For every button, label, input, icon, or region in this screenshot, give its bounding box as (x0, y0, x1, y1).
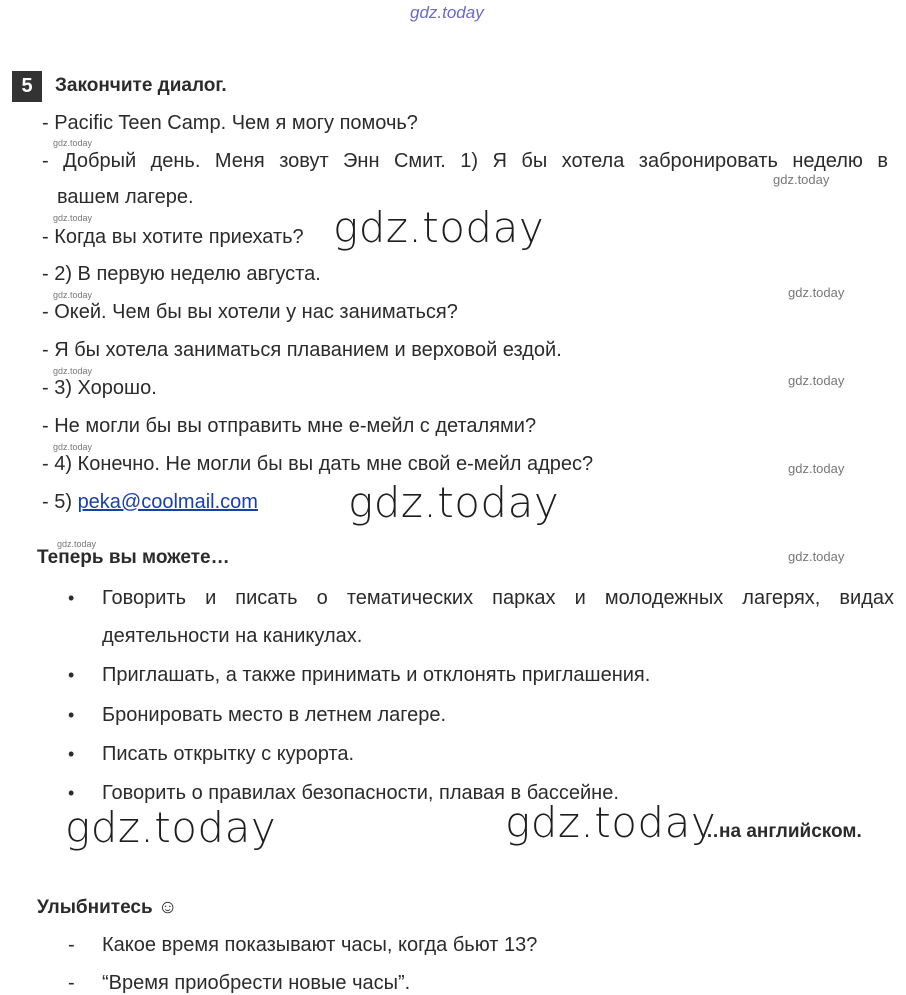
dialog-line-9: - 4) Конечно. Не могли бы вы дать мне свой е-мейл адрес? (42, 453, 594, 475)
watermark-small: gdz.today (788, 285, 845, 300)
bullet-marker: • (68, 705, 75, 725)
joke-line-1: Какое время показывают часы, когда бьют 13? (102, 934, 538, 956)
now-you-can-item-4: Писать открытку с курорта. (102, 743, 355, 765)
dialog-line-10 (42, 490, 258, 514)
watermark-tiny: gdz.today (53, 290, 93, 300)
watermark-tiny: gdz.today (53, 442, 93, 452)
watermark-small: gdz.today (773, 172, 830, 187)
email-link[interactable]: peka@coolmail.com (77, 491, 258, 513)
watermark-tiny: gdz.today (53, 138, 93, 148)
dialog-line-5: - Окей. Чем бы вы хотели у нас заниматься? (42, 301, 458, 323)
exercise-title: Закончите диалог. (55, 75, 227, 96)
bullet-marker: • (68, 783, 75, 803)
bullet-marker: • (68, 744, 75, 764)
bullet-marker: • (68, 588, 75, 608)
watermark-top: gdz.today (410, 3, 484, 22)
on-english-suffix: …на английском. (700, 821, 862, 842)
watermark-big: gdz.today (65, 803, 277, 852)
dialog-line-2-cont: вашем лагере. (57, 186, 194, 208)
now-you-can-item-1: Говорить и писать о тематических парках и молодежных лагерях, видах (102, 587, 894, 609)
dialog-line-2-text: - Добрый день. Меня зовут Энн Смит. 1) Я бы хотела забронировать неделю в (42, 150, 888, 172)
exercise-number-badge: 5 (12, 71, 42, 102)
now-you-can-title: Теперь вы можете… (37, 547, 230, 568)
dialog-line-2 (42, 149, 888, 173)
watermark-big: gdz.today (348, 478, 560, 527)
watermark-tiny: gdz.today (57, 539, 97, 549)
watermark-big: gdz.today (505, 798, 717, 847)
watermark-tiny: gdz.today (53, 213, 93, 223)
joke-line-2: “Время приобрести новые часы”. (102, 972, 411, 994)
watermark-small: gdz.today (788, 373, 845, 388)
bullet-marker: • (68, 665, 75, 685)
dialog-line-8: - Не могли бы вы отправить мне е-мейл с деталями? (42, 415, 537, 437)
watermark-big: gdz.today (333, 203, 545, 252)
watermark-tiny: gdz.today (53, 366, 93, 376)
dialog-line-4: - 2) В первую неделю августа. (42, 263, 321, 285)
dialog-line-3: - Когда вы хотите приехать? (42, 226, 304, 248)
dialog-line-1: - Pacific Teen Camp. Чем я могу помочь? (42, 112, 418, 134)
dialog-line-10-prefix: - 5) (42, 491, 78, 513)
now-you-can-item-2: Приглашать, а также принимать и отклонять приглашения. (102, 664, 651, 686)
now-you-can-item-5: Говорить о правилах безопасности, плавая в бассейне. (102, 782, 619, 804)
dash-marker: - (68, 972, 75, 994)
watermark-small: gdz.today (788, 549, 845, 564)
dialog-line-7: - 3) Хорошо. (42, 377, 157, 399)
watermark-small: gdz.today (788, 461, 845, 476)
dialog-line-6: - Я бы хотела заниматься плаванием и верховой ездой. (42, 339, 562, 361)
now-you-can-item-1-cont: деятельности на каникулах. (102, 625, 363, 647)
now-you-can-item-3: Бронировать место в летнем лагере. (102, 704, 447, 726)
smile-title: Улыбнитесь ☺ (37, 897, 178, 918)
dash-marker: - (68, 934, 75, 956)
